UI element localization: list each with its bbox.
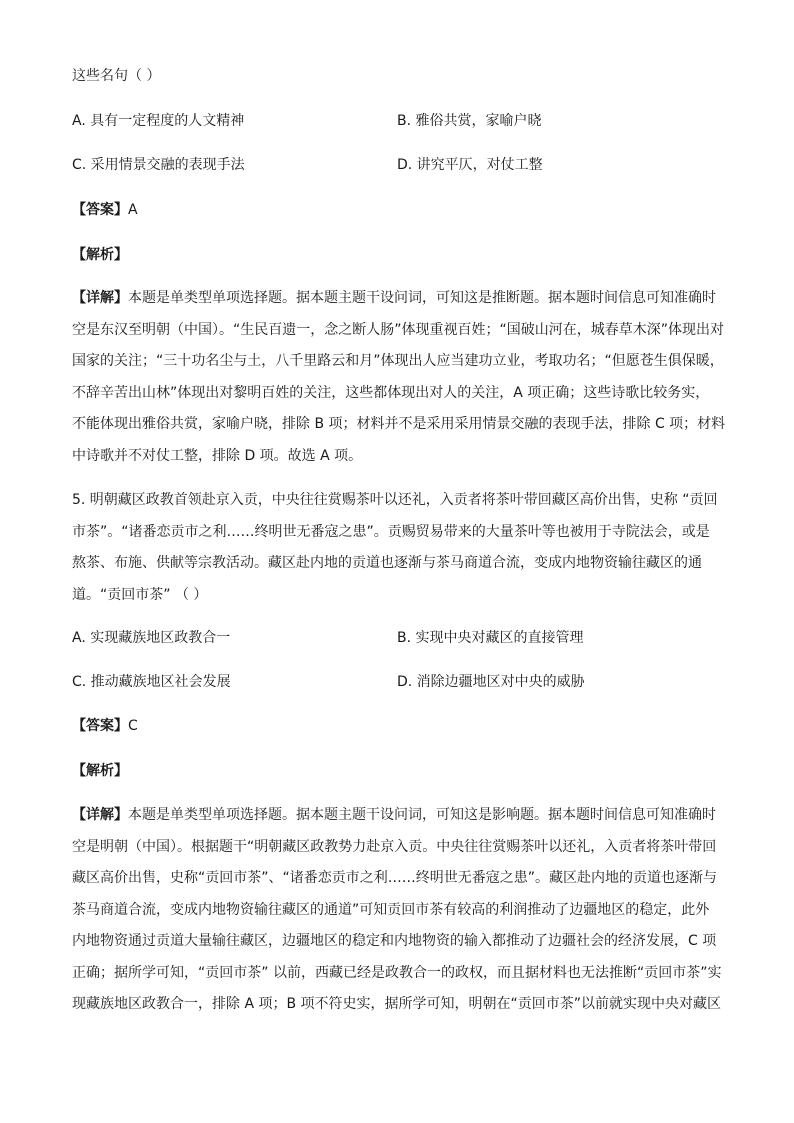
q5-detail-line: 藏区高价出售，史称“贡回市茶”、“诸番恋贡市之利……终明世无番寇之患”。藏区赴内地的贡道也逐渐与: [72, 870, 718, 886]
q4-detail-line: 不能体现出雅俗共赏，家喻户晓，排除 B 项；材料并不是采用采用情景交融的表现手法，排除 C 项；材料: [72, 416, 726, 432]
q5-detail-line: 【详解】本题是单类型单项选择题。据本题主题干设问词，可知这是影响题。据本题时间信息可知准确时: [72, 807, 716, 823]
q5-analysis-tag: 【解析】: [72, 763, 128, 779]
q5-option-a: A. 实现藏族地区政教合一: [72, 630, 231, 646]
q5-option-c: C. 推动藏族地区社会发展: [72, 674, 231, 690]
q5-detail-line: 空是明朝（中国）。根据题干“明朝藏区政教势力赴京入贡。中央往往赏赐茶叶以还礼，入贡者将茶叶带回: [72, 838, 717, 855]
q5-detail-line: 现藏族地区政教合一，排除 A 项；B 项不符史实，据所学可知，明朝在“贡回市茶”以前就实现中央对藏区: [72, 996, 722, 1012]
q4-answer: [72, 200, 138, 220]
q5-stem-line: 5. 明朝藏区政教首领赴京入贡，中央往往赏赐茶叶以还礼，入贡者将茶叶带回藏区高价出售，史称 “贡回: [72, 492, 718, 508]
q4-answer-tag: 【答案】: [72, 202, 128, 218]
q5-detail-line: 内地物资通过贡道大量输往藏区，边疆地区的稳定和内地物资的输入都推动了边疆社会的经济发展，C 项: [72, 933, 717, 949]
q5-option-d: D. 消除边疆地区对中央的威胁: [397, 674, 585, 690]
q5-stem-line: 道。“贡回市茶” （ ）: [72, 586, 208, 603]
q4-option-d: D. 讲究平仄，对仗工整: [397, 157, 543, 173]
q4-detail-tag: 【详解】: [72, 290, 128, 306]
q4-option-a: A. 具有一定程度的人文精神: [72, 113, 245, 129]
q4-detail-line: 中诗歌并不对仗工整，排除 D 项。故选 A 项。: [72, 447, 363, 464]
q5-stem: [72, 485, 724, 611]
q5-answer-tag: 【答案】: [72, 718, 128, 734]
q5-option-b: B. 实现中央对藏区的直接管理: [397, 630, 584, 646]
q5-stem-line: 市茶”。“诸番恋贡市之利……终明世无番寇之患”。贡赐贸易带来的大量茶叶等也被用于寺院法会，或是: [72, 523, 710, 540]
q5-stem-line: 熬茶、布施、供献等宗教活动。藏区赴内地的贡道也逐渐与茶马商道合流，变成内地物资输往藏区的通: [72, 555, 702, 571]
q4-detail-line: 空是东汉至明朝（中国）。“生民百遗一，念之断人肠”体现重视百姓；“国破山河在，城春草木深”体现出对: [72, 321, 725, 338]
q4-stem-tail: 这些名句（ ）: [72, 68, 161, 84]
q4-analysis-tag: 【解析】: [72, 247, 128, 263]
q5-answer: [72, 716, 138, 736]
q4-option-c: C. 采用情景交融的表现手法: [72, 157, 245, 173]
q5-detail-tag: 【详解】: [72, 807, 128, 823]
q4-detail: [72, 283, 724, 472]
q4-detail-line: 不辞辛苦出山林”体现出对黎明百姓的关注，这些都体现出对人的关注，A 项正确；这些诗歌比较务实，: [72, 384, 710, 401]
q4-option-b: B. 雅俗共赏，家喻户晓: [397, 113, 542, 129]
q5-detail: [72, 800, 724, 1021]
q5-answer-value: C: [128, 718, 138, 734]
q5-detail-line: 茶马商道合流，变成内地物资输往藏区的通道”可知贡回市茶有较高的利润推动了边疆地区的稳定，此外: [72, 901, 710, 918]
q4-detail-line: 【详解】本题是单类型单项选择题。据本题主题干设问词，可知这是推断题。据本题时间信息可知准确时: [72, 290, 716, 306]
q4-answer-value: A: [128, 202, 138, 218]
q5-detail-line: 正确；据所学可知，“贡回市茶” 以前，西藏已经是政教合一的政权，而且据材料也无法推断“贡回市茶”实: [72, 964, 722, 981]
q4-detail-line: 国家的关注；“三十功名尘与土，八千里路云和月”体现出人应当建功立业，考取功名；“但愿苍生俱保暖，: [72, 353, 724, 369]
